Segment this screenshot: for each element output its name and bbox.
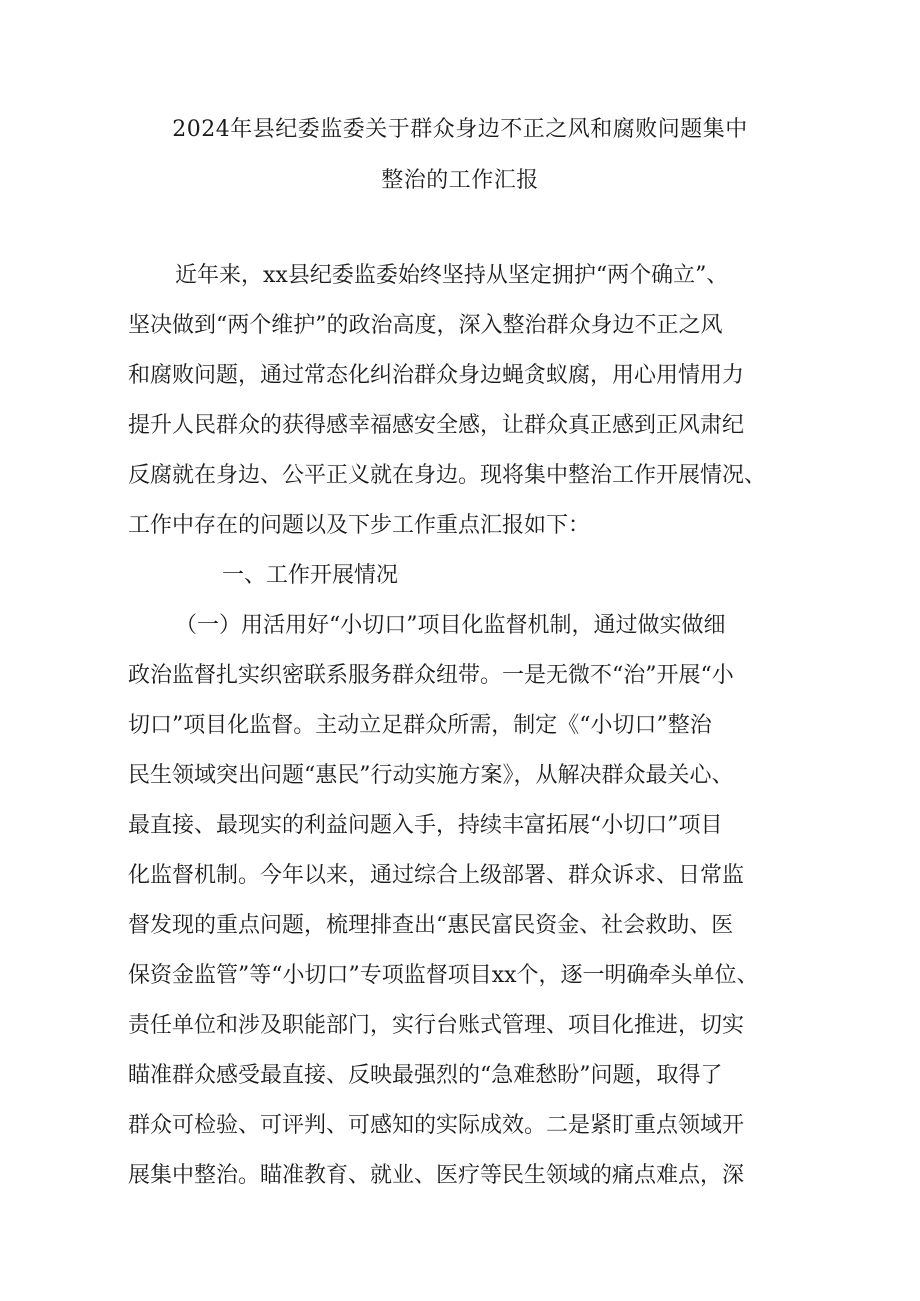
body-line-5: 最直接、最现实的利益问题入手，持续丰富拓展“小切口”项目 (128, 813, 723, 838)
body-line-11: 群众可检验、可评判、可感知的实际成效。二是紧盯重点领域开 (128, 1113, 745, 1138)
intro-line-5: 反腐就在身边、公平正义就在身边。现将集中整治工作开展情况、 (128, 463, 767, 488)
body-line-8: 保资金监管”等“小切口”专项监督项目xx个，逐一明确牵头单位、 (128, 963, 759, 988)
intro-line-3: 和腐败问题，通过常态化纠治群众身边蝇贪蚁腐，用心用情用力 (128, 363, 745, 388)
section-heading: 一、工作开展情况 (222, 563, 399, 588)
document-title-line-1: 2024年县纪委监委关于群众身边不正之风和腐败问题集中 (172, 117, 748, 142)
intro-line-6: 工作中存在的问题以及下步工作重点汇报如下： (128, 513, 591, 538)
body-line-1: （一）用活用好“小切口”项目化监督机制，通过做实做细 (175, 613, 726, 638)
body-line-9: 责任单位和涉及职能部门，实行台账式管理、项目化推进，切实 (128, 1013, 745, 1038)
intro-line-2: 坚决做到“两个维护”的政治高度，深入整治群众身边不正之风 (128, 313, 723, 338)
body-line-10: 瞄准群众感受最直接、反映最强烈的“急难愁盼”问题，取得了 (128, 1063, 723, 1088)
intro-line-4: 提升人民群众的获得感幸福感安全感，让群众真正感到正风肃纪 (128, 413, 745, 438)
body-line-6: 化监督机制。今年以来，通过综合上级部署、群众诉求、日常监 (128, 863, 745, 888)
body-line-7: 督发现的重点问题，梳理排查出“惠民富民资金、社会救助、医 (128, 913, 734, 938)
body-line-2: 政治监督扎实织密联系服务群众纽带。一是无微不“治”开展“小 (128, 663, 734, 688)
body-line-4: 民生领域突出问题“惠民”行动实施方案》，从解决群众最关心、 (128, 763, 734, 788)
document-title-line-2: 整治的工作汇报 (381, 168, 539, 193)
intro-line-1: 近年来，xx县纪委监委始终坚持从坚定拥护“两个确立”、 (175, 263, 729, 288)
body-line-12: 展集中整治。瞄准教育、就业、医疗等民生领域的痛点难点，深 (128, 1163, 745, 1188)
body-line-3: 切口”项目化监督。主动立足群众所需，制定《“小切口”整治 (128, 713, 712, 738)
